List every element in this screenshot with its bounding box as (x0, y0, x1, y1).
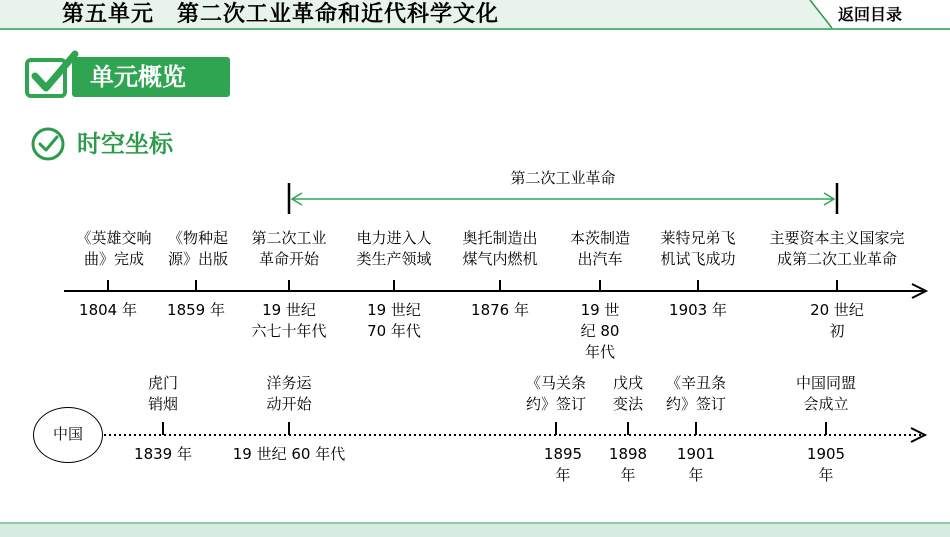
china-event-label (796, 373, 856, 415)
china-event-line1: 戊戌 (612, 374, 644, 392)
world-event-label (462, 228, 537, 270)
date-line: 初 (829, 322, 845, 340)
china-event-line1: 《辛丑条 (665, 374, 727, 392)
china-event-date (807, 444, 845, 486)
world-event-date (79, 300, 137, 321)
world-event-date (669, 300, 727, 321)
date-line: 六七十年代 (251, 322, 327, 340)
china-event-date (609, 444, 647, 486)
date-line: 20 世纪 (810, 301, 864, 319)
china-event-line1: 中国同盟 (795, 374, 857, 392)
date-line: 年 (620, 466, 636, 484)
world-event-line2: 革命开始 (258, 250, 320, 268)
china-event-label (613, 373, 643, 415)
world-event-line2: 出汽车 (577, 250, 623, 268)
world-event-line2: 机试飞成功 (660, 250, 736, 268)
span-label: 第二次工业革命 (510, 169, 616, 187)
date-line: 1898 (608, 445, 648, 463)
china-event-label (266, 373, 311, 415)
china-event-line1: 虎门 (147, 374, 179, 392)
china-event-line1: 洋务运 (266, 374, 312, 392)
date-line: 19 世纪 (367, 301, 421, 319)
china-event-label (148, 373, 178, 415)
world-event-date (581, 300, 620, 363)
date-line: 70 年代 (367, 322, 421, 340)
world-event-line1: 主要资本主义国家完 (769, 229, 905, 247)
date-line: 1905 (806, 445, 846, 463)
date-line: 19 世 (580, 301, 620, 319)
china-event-line2: 会成立 (803, 395, 849, 413)
world-event-date (251, 300, 326, 342)
date-line: 19 世纪 (262, 301, 316, 319)
date-line: 1903 年 (669, 301, 727, 319)
china-event-date (677, 444, 715, 486)
world-event-line2: 煤气内燃机 (462, 250, 538, 268)
world-event-date (810, 300, 864, 342)
world-event-date (167, 300, 225, 321)
date-line: 1839 年 (134, 445, 192, 463)
china-event-line2: 约》签订 (525, 395, 587, 413)
date-line: 年 (688, 466, 704, 484)
world-event-label (660, 228, 735, 270)
world-axis-ticks (108, 280, 837, 291)
china-label: 中国 (52, 425, 83, 443)
world-event-line2: 曲》完成 (83, 250, 145, 268)
header-title: 第五单元 第二次工业革命和近代科学文化 (62, 2, 500, 27)
china-event-label (526, 373, 586, 415)
world-event-line1: 《物种起 (167, 229, 229, 247)
china-event-line2: 销烟 (147, 395, 179, 413)
date-line: 1804 年 (79, 301, 137, 319)
world-event-line1: 电力进入人 (356, 229, 432, 247)
world-event-label (769, 228, 904, 270)
china-axis-arrow (911, 428, 925, 442)
date-line: 1895 (543, 445, 583, 463)
world-event-line1: 奥托制造出 (462, 229, 538, 247)
china-event-date (233, 444, 345, 465)
world-event-date (471, 300, 529, 321)
date-line: 1859 年 (167, 301, 225, 319)
section-title: 时空坐标 (77, 130, 173, 158)
world-event-label (251, 228, 326, 270)
return-to-contents-button[interactable]: 返回目录 (838, 5, 903, 24)
china-event-date (544, 444, 582, 486)
china-event-line2: 变法 (612, 395, 644, 413)
date-line: 纪 80 (580, 322, 620, 340)
date-line: 19 世纪 60 年代 (232, 445, 346, 463)
date-line: 年 (555, 466, 571, 484)
world-event-label (570, 228, 630, 270)
world-event-label (168, 228, 228, 270)
china-event-line2: 约》签订 (665, 395, 727, 413)
world-event-line1: 第二次工业 (251, 229, 327, 247)
world-event-date (367, 300, 421, 342)
date-line: 1901 (676, 445, 716, 463)
china-axis-ticks (163, 422, 826, 435)
china-event-line2: 动开始 (266, 395, 312, 413)
world-event-line2: 类生产领域 (356, 250, 432, 268)
date-line: 年代 (584, 343, 616, 361)
unit-overview-label: 单元概览 (90, 63, 186, 91)
date-line: 年 (818, 466, 834, 484)
china-event-date (134, 444, 192, 465)
world-event-line1: 《英雄交响 (76, 229, 152, 247)
world-event-label (76, 228, 151, 270)
date-line: 1876 年 (471, 301, 529, 319)
world-event-line2: 源》出版 (167, 250, 229, 268)
china-event-label (666, 373, 726, 415)
china-event-line1: 《马关条 (525, 374, 587, 392)
world-event-line1: 本茨制造 (569, 229, 631, 247)
world-event-label (356, 228, 431, 270)
world-event-line1: 莱特兄弟飞 (660, 229, 736, 247)
world-event-line2: 成第二次工业革命 (776, 250, 898, 268)
